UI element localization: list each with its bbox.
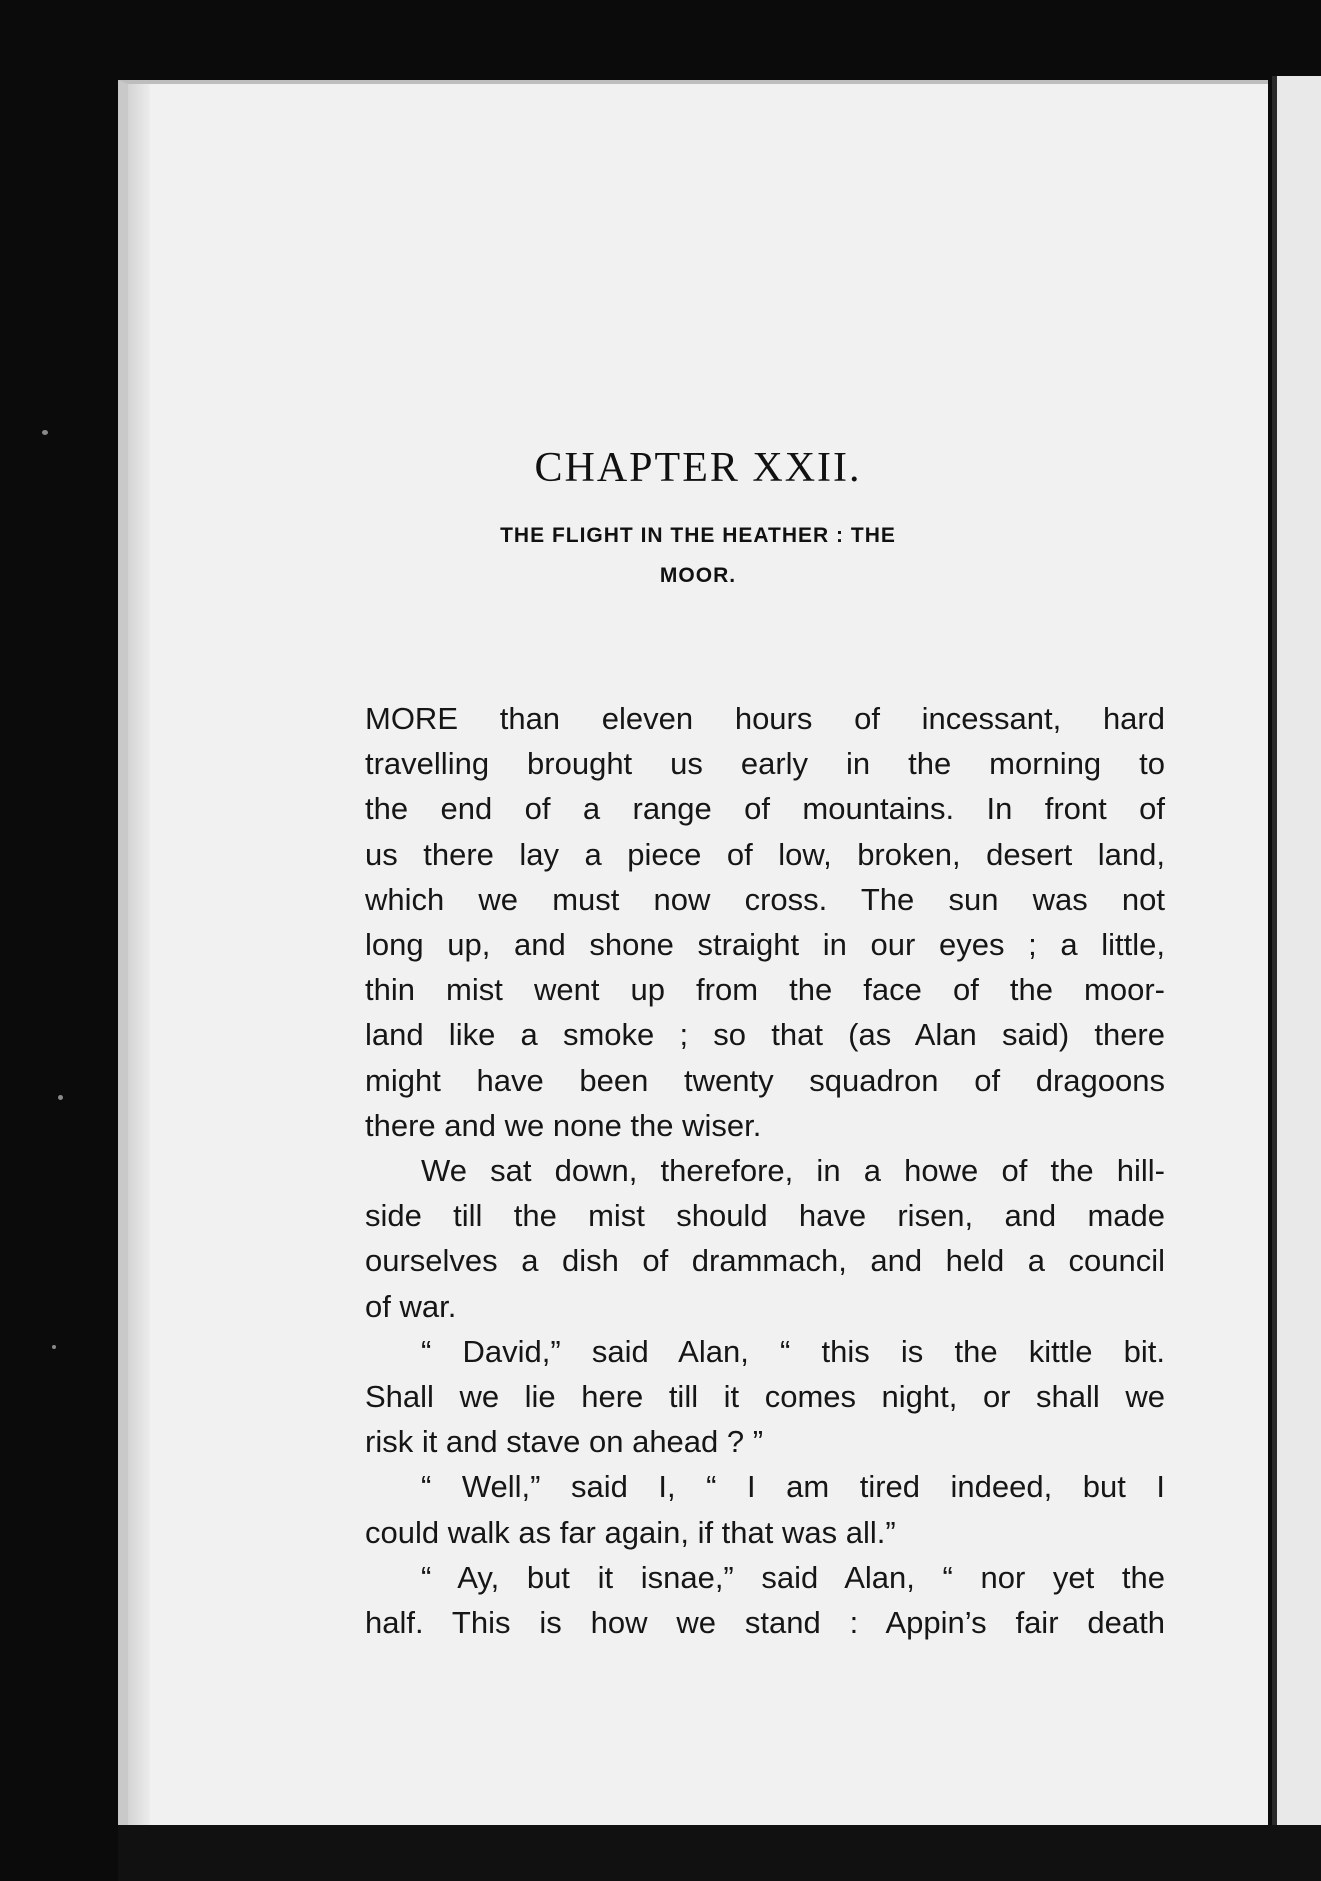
text-line: half. This is how we stand : Appin’s fair death bbox=[365, 1605, 1165, 1641]
text-line: which we must now cross. The sun was not bbox=[365, 881, 1165, 917]
text-line: risk it and stave on ahead ? ” bbox=[365, 1424, 764, 1460]
paragraph bbox=[365, 1329, 1165, 1465]
chapter-title: CHAPTER XXII. bbox=[534, 445, 862, 491]
text-line: ourselves a dish of drammach, and held a council bbox=[365, 1243, 1165, 1279]
chapter-subtitle-line: THE FLIGHT IN THE HEATHER : THE bbox=[500, 524, 896, 547]
scan-bottom-edge bbox=[118, 1825, 1321, 1881]
text-line: MORE than eleven hours of incessant, hard bbox=[365, 701, 1165, 736]
chapter-body bbox=[365, 696, 1165, 1645]
scan-speck bbox=[42, 430, 48, 435]
text-line: travelling brought us early in the morning to bbox=[365, 746, 1165, 782]
chapter-subtitle bbox=[348, 516, 1048, 596]
text-line: We sat down, therefore, in a howe of the hill- bbox=[421, 1153, 1165, 1189]
text-line: “ Well,” said I, “ I am tired indeed, but I bbox=[421, 1469, 1165, 1505]
paragraph bbox=[365, 1464, 1165, 1554]
paragraph bbox=[365, 1148, 1165, 1329]
facing-page-edge bbox=[1272, 76, 1321, 1828]
scan-speck bbox=[52, 1345, 56, 1349]
text-line: there and we none the wiser. bbox=[365, 1107, 762, 1143]
scan-speck bbox=[58, 1095, 63, 1100]
paragraph bbox=[365, 1555, 1165, 1645]
text-line: long up, and shone straight in our eyes ; a little, bbox=[365, 927, 1165, 963]
text-line: “ Ay, but it isnae,” said Alan, “ nor yet the bbox=[421, 1559, 1165, 1595]
text-line: us there lay a piece of low, broken, desert land, bbox=[365, 836, 1165, 872]
text-line: side till the mist should have risen, and made bbox=[365, 1198, 1165, 1234]
text-line: Shall we lie here till it comes night, or shall we bbox=[365, 1379, 1165, 1415]
text-line: could walk as far again, if that was all.” bbox=[365, 1514, 896, 1550]
chapter-subtitle-line: MOOR. bbox=[659, 564, 737, 587]
text-line: land like a smoke ; so that (as Alan said) there bbox=[365, 1017, 1165, 1053]
text-line: of war. bbox=[365, 1288, 457, 1324]
page-gutter bbox=[128, 84, 150, 1825]
book-page bbox=[118, 80, 1268, 1825]
text-line: thin mist went up from the face of the moor- bbox=[365, 972, 1165, 1008]
text-line: might have been twenty squadron of dragoons bbox=[365, 1062, 1165, 1098]
text-line: the end of a range of mountains. In front of bbox=[365, 791, 1165, 827]
paragraph bbox=[365, 696, 1165, 1148]
text-line: “ David,” said Alan, “ this is the kittle bit. bbox=[421, 1333, 1165, 1369]
